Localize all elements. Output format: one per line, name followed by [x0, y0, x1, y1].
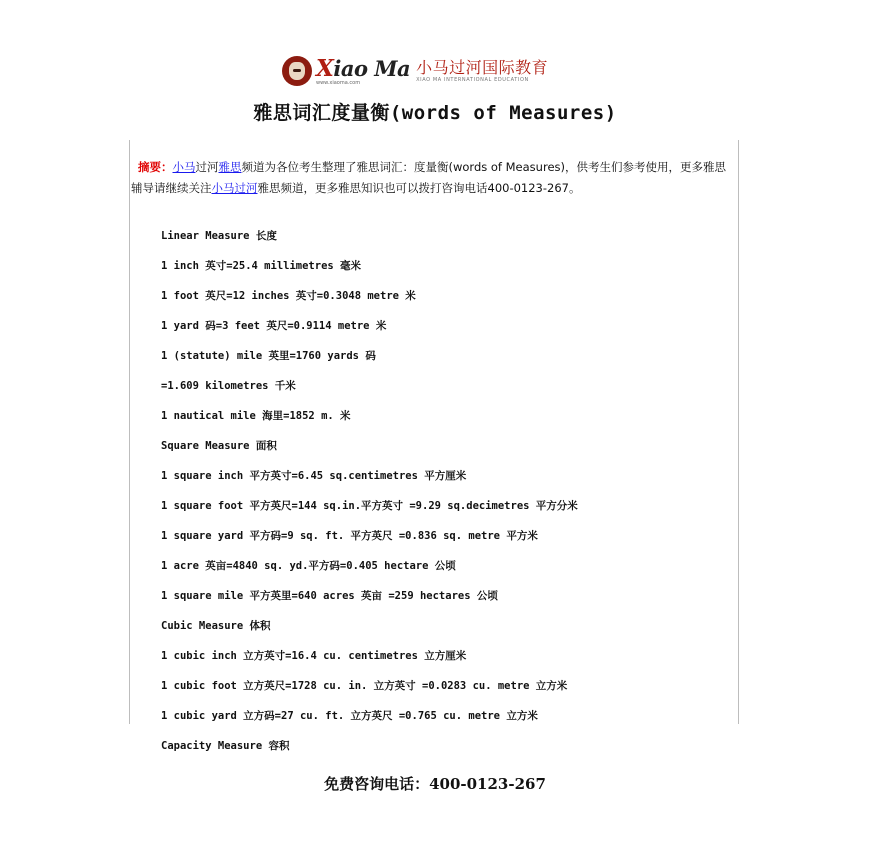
- summary-paragraph: [131, 157, 737, 199]
- link-xiaoma-guohe[interactable]: 小马过河: [211, 181, 258, 195]
- logo-chinese-name: 小马过河国际教育: [416, 57, 549, 77]
- page-title: 雅思词汇度量衡(words of Measures): [253, 102, 617, 124]
- content-frame-right-border: [738, 140, 739, 724]
- logo-brand-name: [316, 54, 411, 82]
- summary-text-1: 过河: [195, 160, 219, 174]
- measure-line: 1 square inch 平方英寸=6.45 sq.centimetres 平方厘米: [161, 470, 467, 482]
- measure-line: 1 (statute) mile 英里=1760 yards 码: [161, 350, 376, 362]
- measure-line: 1 cubic yard 立方码=27 cu. ft. 立方英尺 =0.765 cu. metre 立方米: [161, 710, 538, 722]
- measure-line: =1.609 kilometres 千米: [161, 380, 296, 392]
- measure-line: 1 cubic foot 立方英尺=1728 cu. in. 立方英寸 =0.0283 cu. metre 立方米: [161, 680, 568, 692]
- logo-brand-rest: iao Ma: [333, 55, 411, 81]
- measure-line: 1 inch 英寸=25.4 millimetres 毫米: [161, 260, 362, 272]
- heading-square-measure: Square Measure 面积: [161, 440, 277, 452]
- measure-line: 1 square foot 平方英尺=144 sq.in.平方英寸 =9.29 sq.decimetres 平方分米: [161, 500, 578, 512]
- link-ielts[interactable]: 雅思: [218, 160, 242, 174]
- content-frame-left-border: [129, 140, 130, 724]
- measure-line: 1 acre 英亩=4840 sq. yd.平方码=0.405 hectare 公顷: [161, 560, 456, 572]
- link-xiaoma[interactable]: 小马: [172, 160, 196, 174]
- logo-tagline: www.xiaoma.com: [316, 79, 361, 86]
- measure-line: 1 foot 英尺=12 inches 英寸=0.3048 metre 米: [161, 290, 416, 302]
- heading-linear-measure: Linear Measure 长度: [161, 230, 277, 242]
- logo-brand-block: [316, 54, 411, 86]
- measure-line: 1 nautical mile 海里=1852 m. 米: [161, 410, 351, 422]
- summary-text-3: 雅思频道，更多雅思知识也可以拨打咨询电话400-0123-267。: [257, 181, 581, 195]
- measure-line: 1 square yard 平方码=9 sq. ft. 平方英尺 =0.836 sq. metre 平方米: [161, 530, 538, 542]
- heading-cubic-measure: Cubic Measure 体积: [161, 620, 271, 632]
- logo-english-sub: XIAO MA INTERNATIONAL EDUCATION: [416, 76, 529, 83]
- footer-contact-phone: 免费咨询电话：400-0123-267: [324, 775, 546, 793]
- measure-line: 1 square mile 平方英里=640 acres 英亩 =259 hectares 公顷: [161, 590, 498, 602]
- summary-label: 摘要：: [138, 160, 173, 174]
- logo-chinese-block: [416, 57, 549, 83]
- horse-mascot-icon: [282, 56, 312, 86]
- heading-capacity-measure: Capacity Measure 容积: [161, 740, 290, 752]
- measure-line: 1 cubic inch 立方英寸=16.4 cu. centimetres 立方厘米: [161, 650, 467, 662]
- measure-line: 1 yard 码=3 feet 英尺=0.9114 metre 米: [161, 320, 387, 332]
- brand-logo: [282, 54, 592, 88]
- summary-text-2: 频道为各位考生整理了雅思词汇：度量衡(words of Measures)，供考生们参考使用，更多雅思辅导请继续关注: [131, 160, 726, 195]
- logo-brand-x: X: [316, 54, 334, 82]
